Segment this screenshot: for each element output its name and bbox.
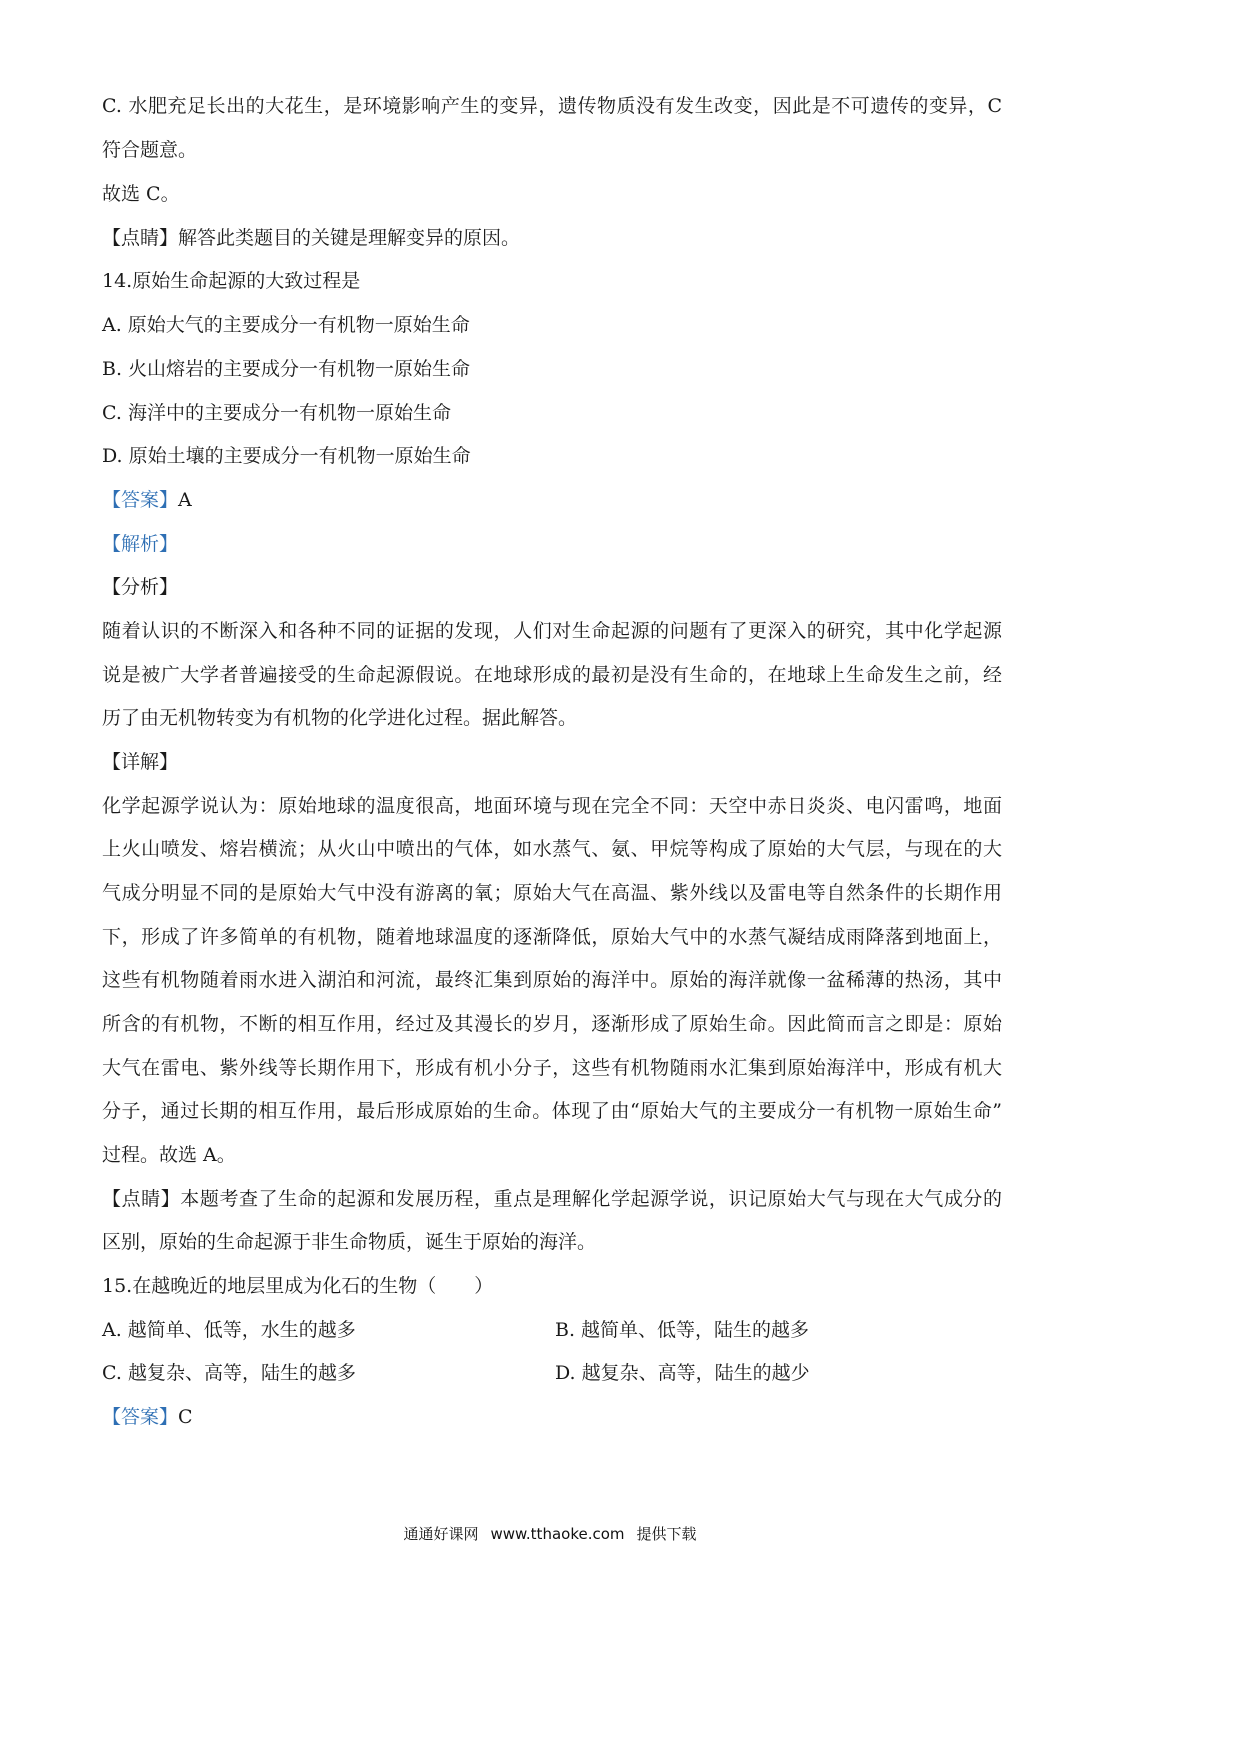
paragraph-line: 这些有机物随着雨水进入湖泊和河流，最终汇集到原始的海洋中。原始的海洋就像一盆稀薄的热汤，其中 <box>102 969 1002 991</box>
question-15-option-d: D. 越复杂、高等，陆生的越少 <box>555 1362 810 1384</box>
footer-suffix: 提供下载 <box>636 1525 697 1543</box>
paragraph-line: 历了由无机物转变为有机物的化学进化过程。据此解答。 <box>102 707 578 729</box>
paragraph-line: 说是被广大学者普遍接受的生命起源假说。在地球形成的最初是没有生命的，在地球上生命发生之前，经 <box>102 664 1002 686</box>
answer-line <box>102 1405 193 1429</box>
question-14-option-a: A. 原始大气的主要成分一有机物一原始生命 <box>102 314 470 336</box>
paragraph-line: 上火山喷发、熔岩横流；从火山中喷出的气体，如水蒸气、氨、甲烷等构成了原始的大气层，与现在的大 <box>102 838 1002 860</box>
paragraph-line: 分子，通过长期的相互作用，最后形成原始的生命。体现了由“原始大气的主要成分一有机物一原始生命” <box>102 1100 1002 1122</box>
question-15-option-a: A. 越简单、低等，水生的越多 <box>102 1319 356 1341</box>
paragraph-line: 所含的有机物，不断的相互作用，经过及其漫长的岁月，逐渐形成了原始生命。因此简而言之即是：原始 <box>102 1013 1002 1035</box>
detail-label: 【详解】 <box>102 751 179 773</box>
paragraph-line: 随着认识的不断深入和各种不同的证据的发现，人们对生命起源的问题有了更深入的研究，其中化学起源 <box>102 620 1002 642</box>
question-15-option-b: B. 越简单、低等，陆生的越多 <box>555 1319 810 1341</box>
answer-label: 【答案】 <box>102 1406 179 1428</box>
paragraph-line: 化学起源学说认为：原始地球的温度很高，地面环境与现在完全不同：天空中赤日炎炎、电闪雷鸣，地面 <box>102 795 1002 817</box>
paragraph-line: C. 水肥充足长出的大花生，是环境影响产生的变异，遗传物质没有发生改变，因此是不可遗传的变异，C <box>102 95 1002 117</box>
tip-line: 【点睛】解答此类题目的关键是理解变异的原因。 <box>102 227 521 249</box>
paragraph-line: 过程。故选 A。 <box>102 1144 236 1166</box>
question-14-option-d: D. 原始土壤的主要成分一有机物一原始生命 <box>102 445 471 467</box>
footer-url[interactable]: www.tthaoke.com <box>490 1525 625 1543</box>
paragraph-line: 区别，原始的生命起源于非生命物质，诞生于原始的海洋。 <box>102 1231 597 1253</box>
footer-site-name: 通通好课网 <box>403 1525 479 1543</box>
question-15-option-c: C. 越复杂、高等，陆生的越多 <box>102 1362 356 1384</box>
question-15-title: 15.在越晚近的地层里成为化石的生物（ ） <box>102 1275 494 1297</box>
breakdown-label: 【分析】 <box>102 576 179 598</box>
answer-line <box>102 488 192 512</box>
question-14-option-b: B. 火山熔岩的主要成分一有机物一原始生命 <box>102 358 471 380</box>
question-14-option-c: C. 海洋中的主要成分一有机物一原始生命 <box>102 402 451 424</box>
analysis-label: 【解析】 <box>102 533 179 555</box>
answer-value: C <box>178 1406 193 1428</box>
page-footer <box>0 1524 1100 1544</box>
paragraph-line: 气成分明显不同的是原始大气中没有游离的氧；原始大气在高温、紫外线以及雷电等自然条件的长期作用 <box>102 882 1002 904</box>
answer-value: A <box>178 489 192 511</box>
paragraph-line: 符合题意。 <box>102 139 198 161</box>
paragraph-line: 下，形成了许多简单的有机物，随着地球温度的逐渐降低，原始大气中的水蒸气凝结成雨降落到地面上， <box>102 926 1002 948</box>
paragraph-line: 大气在雷电、紫外线等长期作用下，形成有机小分子，这些有机物随雨水汇集到原始海洋中，形成有机大 <box>102 1057 1002 1079</box>
question-14-title: 14.原始生命起源的大致过程是 <box>102 270 361 292</box>
conclusion-line: 故选 C。 <box>102 183 180 205</box>
answer-label: 【答案】 <box>102 489 179 511</box>
tip-line: 【点睛】本题考查了生命的起源和发展历程，重点是理解化学起源学说，识记原始大气与现在大气成分的 <box>102 1188 1002 1210</box>
